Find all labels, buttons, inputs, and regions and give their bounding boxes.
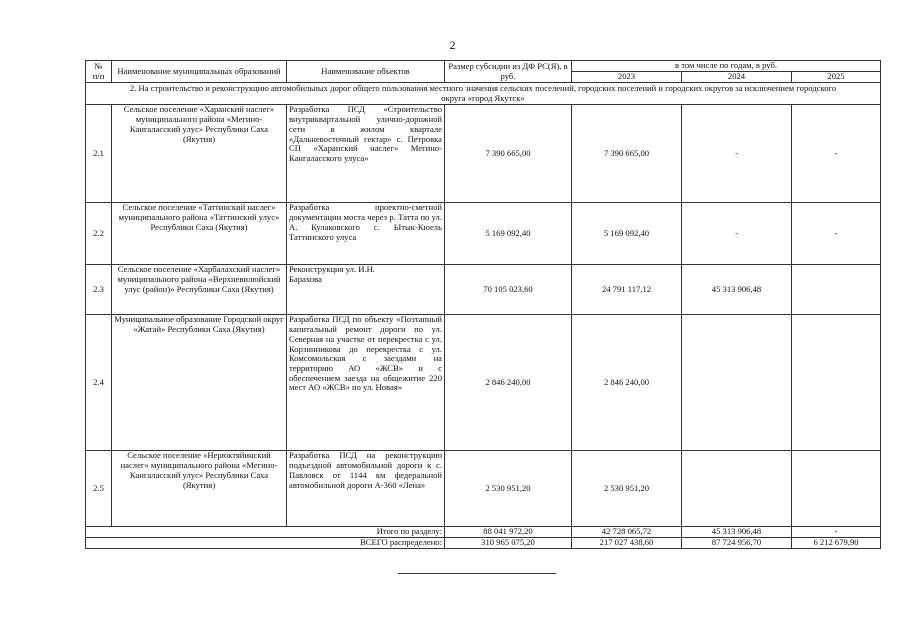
header-year-2023: 2023 <box>572 72 682 83</box>
row-2024: 45 313 906,48 <box>682 265 792 315</box>
row-2023: 7 390 665,00 <box>572 105 682 203</box>
row-object: Разработка ПСД «Строительство внутриквартальной улично-дорожной сети в жилом квартале «Дальневосточный гектар» с. Петровка СП «Харанский наслег» Мегино-Кангаласского улуса» <box>287 105 445 203</box>
section-title: 2. На строительство и реконструкцию автомобильных дорог общего пользования местного значения сельских поселений, городских поселений и городских округов за исключением городского округа «город Якутск» <box>86 83 881 105</box>
section-total-subsidy: 88 041 972,20 <box>445 527 572 538</box>
row-object: Реконструкция ул. И.Н. Барахова <box>287 265 445 315</box>
row-2023: 5 169 092,40 <box>572 203 682 265</box>
header-year-2025: 2025 <box>792 72 881 83</box>
header-year-2024: 2024 <box>682 72 792 83</box>
row-2025 <box>792 315 881 451</box>
row-municipality: Муниципальное образование Городской округ «Жатай» Республики Саха (Якутия) <box>112 315 287 451</box>
row-2025: - <box>792 203 881 265</box>
row-subsidy: 2 530 951,20 <box>445 451 572 527</box>
row-municipality: Сельское поселение «Таттинский наслег» муниципального района «Таттинский улус» Республики Саха (Якутия) <box>112 203 287 265</box>
header-objects: Наименование объектов <box>287 61 445 83</box>
section-total-2023: 42 728 065,72 <box>572 527 682 538</box>
row-municipality: Сельское поселение «Харбалахский наслег» муниципального района «Верхневилюйский улус (район)» Республики Саха (Якутия) <box>112 265 287 315</box>
header-num: № п/п <box>86 61 112 83</box>
grand-total-2023: 217 027 438,60 <box>572 538 682 549</box>
grand-total-row <box>86 538 881 549</box>
table-row <box>86 265 881 315</box>
row-municipality: Сельское поселение «Нерюктяйинский наслег» муниципального района «Мегино-Кангаласский улус» Республики Саха (Якутия) <box>112 451 287 527</box>
row-2024 <box>682 451 792 527</box>
row-num: 2.3 <box>86 265 112 315</box>
row-2024: - <box>682 105 792 203</box>
section-total-2025: - <box>792 527 881 538</box>
section-title-row <box>86 83 881 105</box>
row-2023: 2 846 240,00 <box>572 315 682 451</box>
row-subsidy: 7 390 665,00 <box>445 105 572 203</box>
page-number: 2 <box>449 38 456 52</box>
table-row <box>86 451 881 527</box>
table-row <box>86 315 881 451</box>
grand-total-2024: 87 724 956,70 <box>682 538 792 549</box>
row-2024: - <box>682 203 792 265</box>
section-total-row <box>86 527 881 538</box>
row-num: 2.4 <box>86 315 112 451</box>
row-municipality: Сельское поселение «Харанский наслег» муниципального района «Мегино-Кангаласский улус» Республики Саха (Якутия) <box>112 105 287 203</box>
grand-total-subsidy: 310 965 075,20 <box>445 538 572 549</box>
row-subsidy: 70 105 023,60 <box>445 265 572 315</box>
header-subsidy: Размер субсидии из ДФ РС(Я), в руб. <box>445 61 572 83</box>
row-2024 <box>682 315 792 451</box>
row-num: 2.5 <box>86 451 112 527</box>
row-2025: - <box>792 105 881 203</box>
row-num: 2.2 <box>86 203 112 265</box>
grand-total-2025: 6 212 679,90 <box>792 538 881 549</box>
row-2023: 24 791 117,12 <box>572 265 682 315</box>
header-municipality: Наименование муниципальных образований <box>112 61 287 83</box>
row-2023: 2 530 951,20 <box>572 451 682 527</box>
table-row <box>86 105 881 203</box>
grand-total-label: ВСЕГО распределено: <box>86 538 445 549</box>
section-total-2024: 45 313 906,48 <box>682 527 792 538</box>
row-object: Разработка ПСД по объекту «Поэтапный капитальный ремонт дороги по ул. Северная на участке от перекрестка с ул. Корзинникова до перекрестка с ул. Комсомольская с заездами на территорию АО «ЖСВ» и с обеспечением заезда на общежитие 220 мест АО «ЖСВ» по ул. Новая» <box>287 315 445 451</box>
row-2025 <box>792 451 881 527</box>
row-2025 <box>792 265 881 315</box>
header-row <box>86 61 881 72</box>
table-row <box>86 203 881 265</box>
section-total-label: Итого по разделу: <box>86 527 445 538</box>
row-object: Разработка проектно-сметной документации моста через р. Татта по ул. А. Кулаковского с. Ытык-Кюель Таттинского улуса <box>287 203 445 265</box>
row-subsidy: 2 846 240,00 <box>445 315 572 451</box>
row-num: 2.1 <box>86 105 112 203</box>
header-by-years: в том числе по годам, в руб. <box>572 61 881 72</box>
end-divider <box>398 573 556 574</box>
row-subsidy: 5 169 092,40 <box>445 203 572 265</box>
row-object: Разработка ПСД на реконструкцию подъездной автомобильной дороги к с. Павловск от 1144 км федеральной автомобильной дороги А-360 «Лена» <box>287 451 445 527</box>
subsidy-table <box>85 60 881 549</box>
